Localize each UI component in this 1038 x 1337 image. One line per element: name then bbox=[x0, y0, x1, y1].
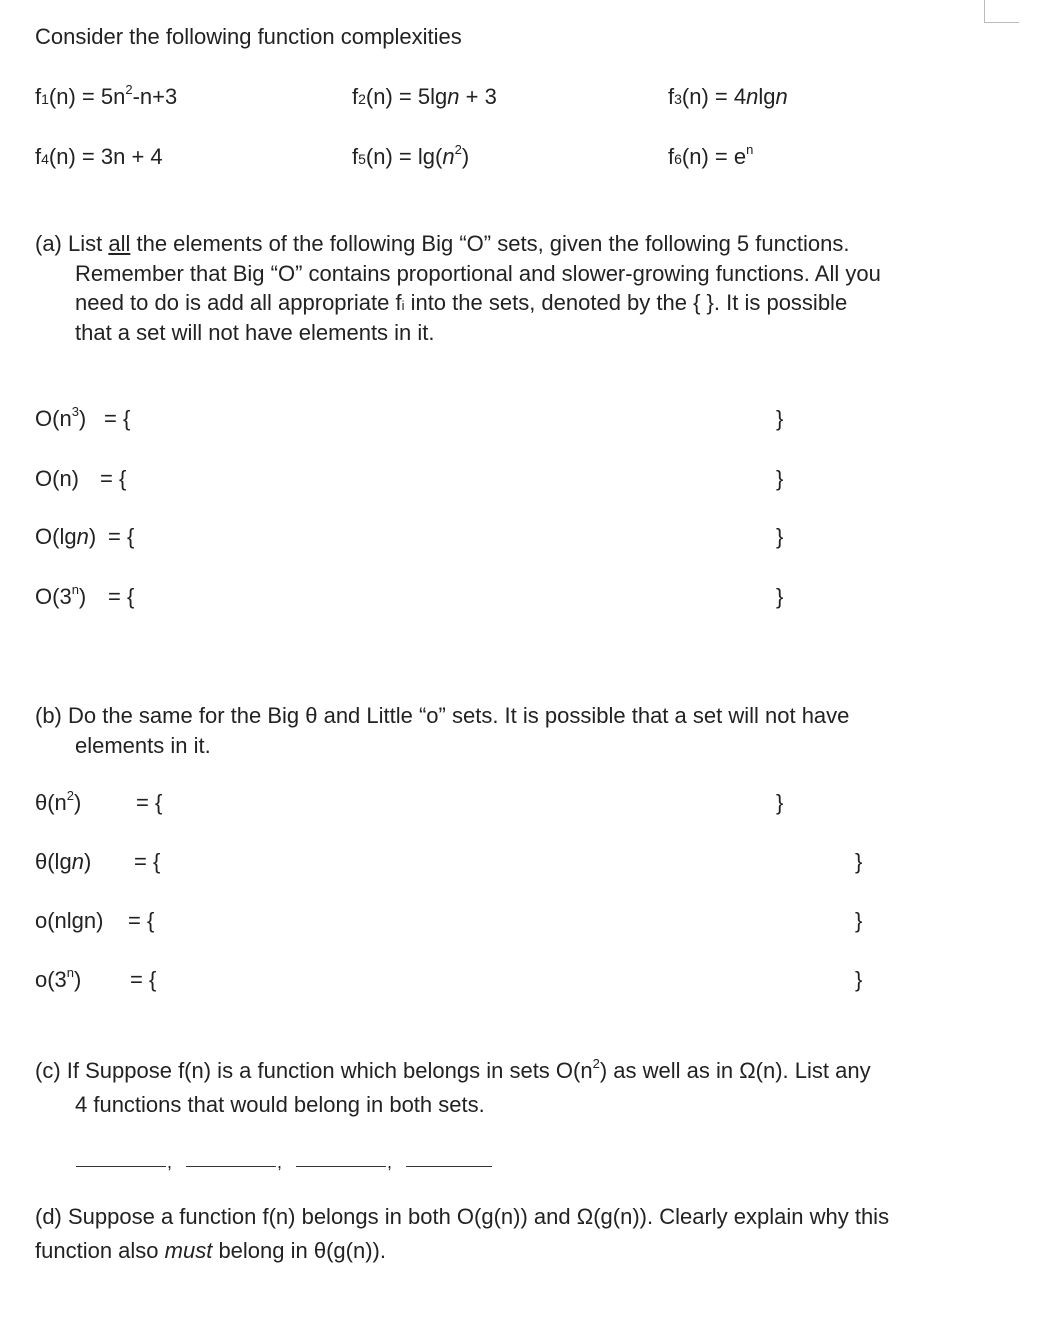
part-c-line-1: (c) If Suppose f(n) is a function which belongs in sets $O(n^2)$ as well as in Ω(n). List any bbox=[35, 1055, 871, 1083]
function-f3: f3(n) = 4nlgn bbox=[668, 84, 788, 109]
function-f5: $f5(n) = \lg(n^2)$ bbox=[352, 141, 470, 169]
set-big-o-n-cubed-label: $O(n^3)$ bbox=[35, 403, 87, 431]
set-little-o-3-pow-n-open: = { bbox=[130, 967, 157, 992]
set-big-o-n-close: } bbox=[776, 466, 784, 491]
set-little-o-nlgn-open: = { bbox=[128, 908, 155, 933]
part-a-instructions bbox=[35, 229, 881, 347]
set-big-theta-lgn-open: = { bbox=[134, 849, 161, 874]
set-big-theta-lgn-label: θ(lgn) bbox=[35, 849, 92, 874]
part-a-line-4: that a set will not have elements in it. bbox=[75, 319, 435, 345]
part-d-question bbox=[35, 1200, 889, 1268]
part-c-question bbox=[35, 1054, 871, 1122]
part-c-line-2: 4 functions that would belong in both sets. bbox=[75, 1092, 485, 1117]
page-corner-marker bbox=[984, 0, 1019, 23]
set-little-o-3-pow-n-close: } bbox=[855, 967, 863, 992]
set-big-o-lgn-open: = { bbox=[108, 524, 135, 549]
part-b-line-1: (b) Do the same for the Big θ and Little “o” sets. It is possible that a set will not have bbox=[35, 703, 850, 728]
part-b-instructions bbox=[35, 701, 849, 760]
intro-text: Consider the following function complexities bbox=[35, 24, 462, 49]
set-big-o-3-pow-n-open: = { bbox=[108, 584, 135, 609]
set-big-theta-n-squared-open: = { bbox=[136, 790, 163, 815]
function-f1: $f1(n) = 5n^2-n+3$ bbox=[35, 81, 178, 109]
function-f2: f2(n) = 5lgn + 3 bbox=[352, 84, 497, 109]
part-a-line-2: Remember that Big “O” contains proportional and slower-growing functions. All you bbox=[75, 260, 881, 286]
set-big-o-lgn-close: } bbox=[776, 524, 784, 549]
set-big-o-n-cubed-open: = { bbox=[104, 406, 131, 431]
answer-blank-2[interactable] bbox=[186, 1166, 276, 1167]
part-d-line-1: (d) Suppose a function f(n) belongs in both O(g(n)) and Ω(g(n)). Clearly explain why this bbox=[35, 1204, 890, 1229]
set-little-o-3-pow-n-label: o(3$^n$) bbox=[35, 964, 82, 992]
set-little-o-nlgn-label: o(nlgn) bbox=[35, 908, 104, 933]
answer-blank-4[interactable] bbox=[406, 1166, 492, 1167]
set-big-o-n-cubed-close: } bbox=[776, 406, 784, 431]
set-big-o-3-pow-n-close: } bbox=[776, 584, 784, 609]
function-f6: $f6(n) = e^n$ bbox=[668, 141, 754, 169]
set-big-theta-n-squared-close: } bbox=[776, 790, 784, 815]
answer-blank-1[interactable] bbox=[76, 1166, 166, 1167]
answer-blank-3[interactable] bbox=[296, 1166, 386, 1167]
set-big-o-n-open: = { bbox=[100, 466, 127, 491]
set-big-theta-n-squared-label: $\theta(n^2)$ bbox=[35, 787, 82, 815]
set-big-o-lgn-label: O(lgn) bbox=[35, 524, 97, 549]
part-a-line-3: need to do is add all appropriate fi into the sets, denoted by the { }. It is possible bbox=[75, 290, 848, 315]
set-big-o-3-pow-n-label: O(3$^n$) bbox=[35, 581, 87, 609]
set-big-theta-lgn-close: } bbox=[855, 849, 863, 874]
set-little-o-nlgn-close: } bbox=[855, 908, 863, 933]
part-a-line-1: (a) List all the elements of the following Big “O” sets, given the following 5 functions. bbox=[35, 231, 850, 256]
part-b-line-2: elements in it. bbox=[75, 732, 211, 758]
function-f4: f4(n) = 3n + 4 bbox=[35, 144, 163, 169]
set-big-o-n-label: O(n) bbox=[35, 466, 79, 491]
part-d-line-2: function also must belong in θ(g(n)). bbox=[35, 1238, 386, 1263]
